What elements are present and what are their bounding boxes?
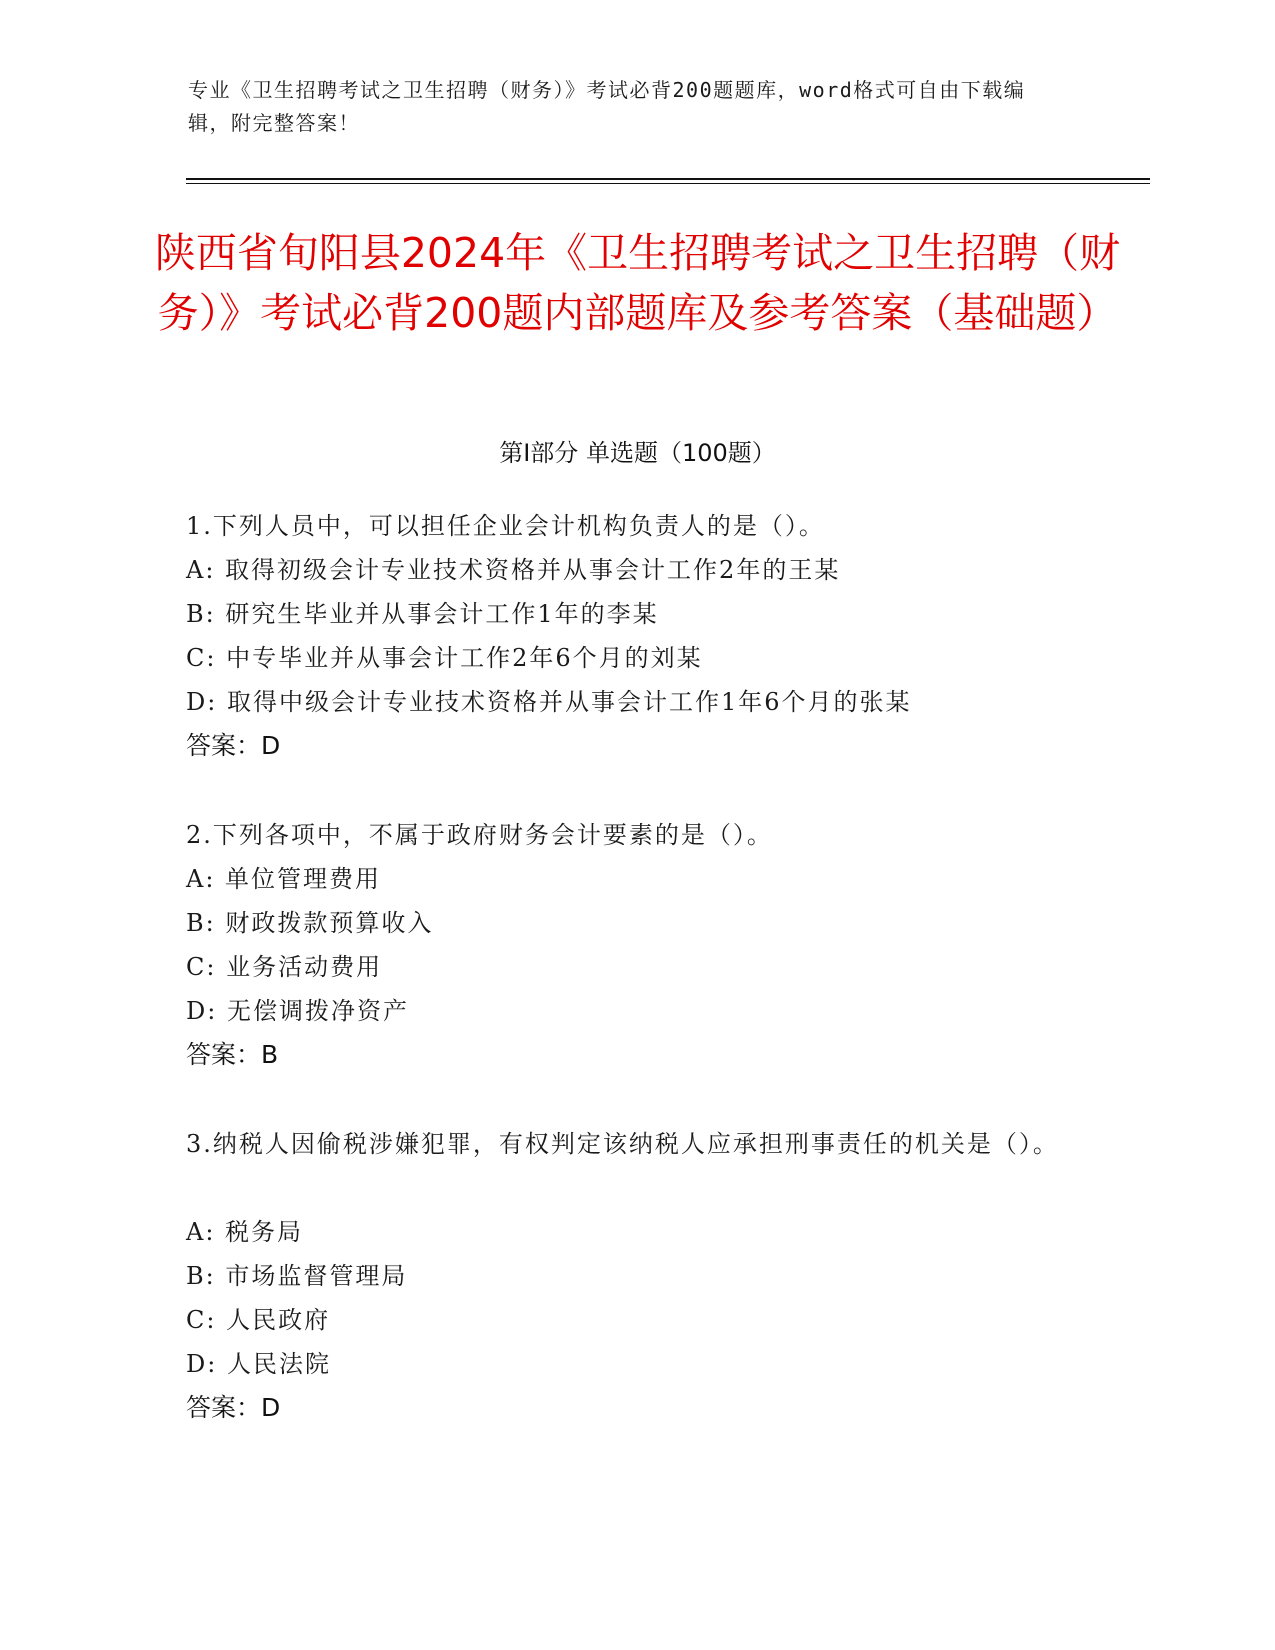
header-note: 专业《卫生招聘考试之卫生招聘（财务）》考试必背200题题库，word格式可自由下载编辑，附完整答案！ — [188, 78, 1026, 135]
section-heading: 第I部分 单选题（100题） — [499, 439, 776, 467]
question-2-text: 2.下列各项中，不属于政府财务会计要素的是（）。 — [186, 821, 773, 849]
question-3-answer: 答案：D — [186, 1393, 281, 1422]
question-1-option-c: C: 中专毕业并从事会计工作2年6个月的刘某 — [186, 644, 703, 672]
question-3-option-a: A: 税务局 — [186, 1218, 304, 1246]
question-1-answer: 答案：D — [186, 731, 281, 760]
document-title: 陕西省旬阳县2024年《卫生招聘考试之卫生招聘（财务）》考试必背200题内部题库及参考答案（基础题） — [154, 229, 1121, 337]
header-divider-thick — [186, 178, 1150, 180]
header-divider-thin — [186, 183, 1150, 184]
question-2-answer: 答案：B — [186, 1040, 279, 1069]
question-2-option-c: C: 业务活动费用 — [186, 953, 383, 981]
question-1-text: 1.下列人员中，可以担任企业会计机构负责人的是（）。 — [186, 512, 825, 540]
question-3-text: 3.纳税人因偷税涉嫌犯罪，有权判定该纳税人应承担刑事责任的机关是（）。 — [186, 1130, 1059, 1158]
question-3-option-b: B: 市场监督管理局 — [186, 1262, 408, 1290]
question-1-option-a: A: 取得初级会计专业技术资格并从事会计工作2年的王某 — [186, 556, 841, 584]
question-3-option-c: C: 人民政府 — [186, 1306, 331, 1334]
question-3-option-d: D: 人民法院 — [186, 1350, 331, 1378]
question-2-option-a: A: 单位管理费用 — [186, 865, 382, 893]
question-1-option-b: B: 研究生毕业并从事会计工作1年的李某 — [186, 600, 659, 628]
question-2-option-b: B: 财政拨款预算收入 — [186, 909, 434, 937]
question-2-option-d: D: 无偿调拨净资产 — [186, 997, 409, 1025]
question-1-option-d: D: 取得中级会计专业技术资格并从事会计工作1年6个月的张某 — [186, 688, 912, 716]
